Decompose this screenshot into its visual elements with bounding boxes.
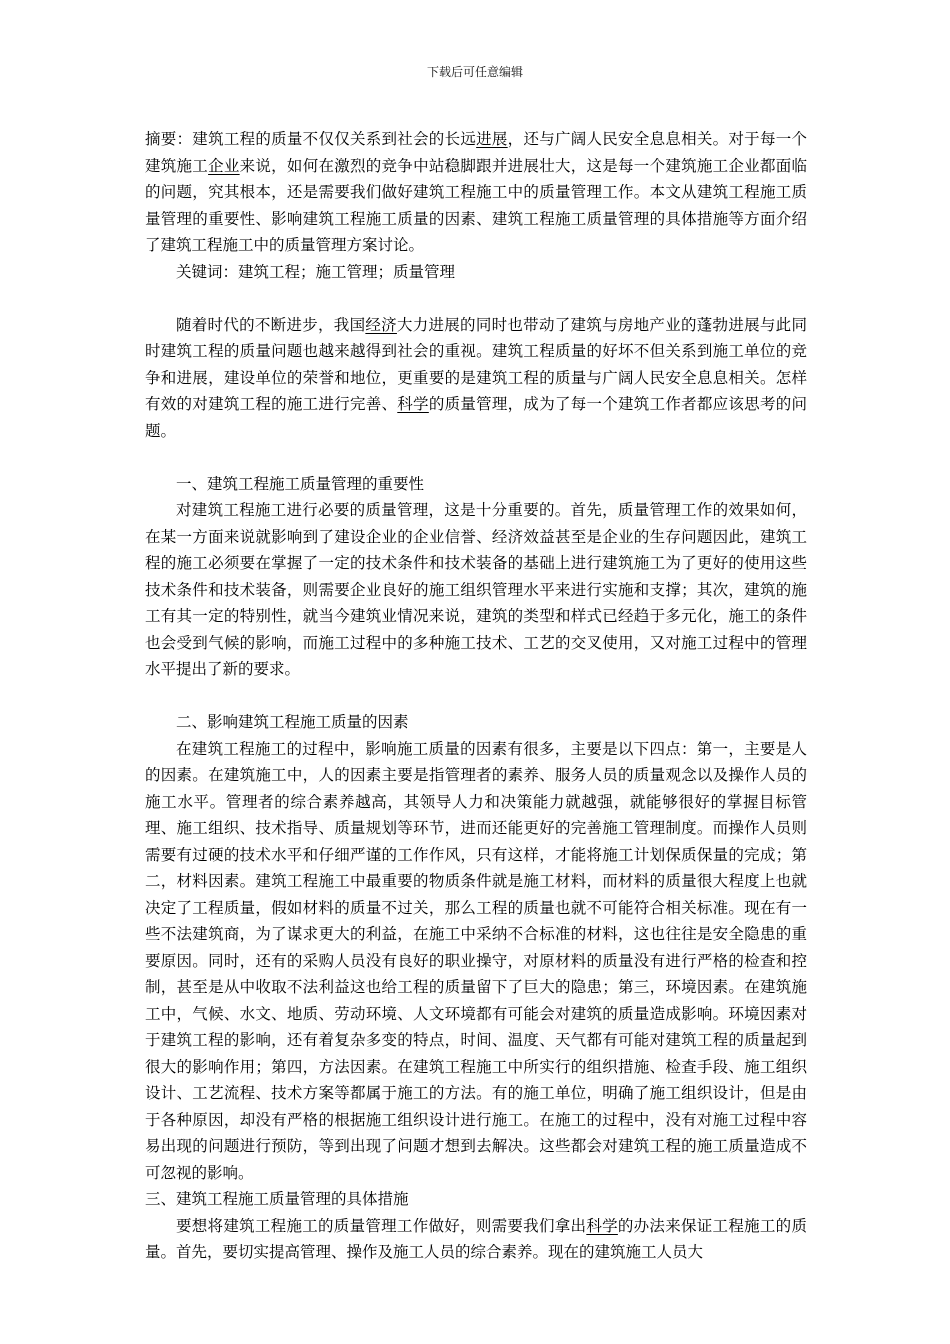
abstract-text: 来说，如何在激烈的竞争中站稳脚跟并进展壮大，这是每一个建筑施工企业都面临的问题，究其根本，还是需要我们做好建筑工程施工中的质量管理工作。本文从建筑工程施工质量管理的重要性、影响建筑工程施工质量的因素、建筑工程施工质量管理的具体措施等方面介绍了建筑工程施工中的质量管理方案讨论。 (145, 156, 807, 254)
link-economy[interactable]: 经济 (365, 315, 397, 334)
section-2-heading: 二、影响建筑工程施工质量的因素 (176, 713, 409, 731)
link-enterprise[interactable]: 企业 (208, 156, 240, 175)
section-1-heading: 一、建筑工程施工质量管理的重要性 (176, 474, 425, 493)
section-1-body: 对建筑工程施工进行必要的质量管理，这是十分重要的。首先，质量管理工作的效果如何，在某一方面来说就影响到了建设企业的企业信誉、经济效益甚至是企业的生存问题因此，建筑工程的施工必须要在掌握了一定的技术条件和技术装备的基础上进行建筑施工为了更好的使用这些技术条件和技术装备，则需要企业良好的施工组织管理水平来进行实施和支撑；其次，建筑的施工有其一定的特别性，就当今建筑业情况来说，建筑的类型和样式已经趋于多元化，施工的条件也会受到气候的影响，而施工过程中的多种施工技术、工艺的交叉使用，又对施工过程中的管理水平提出了新的要求。 (145, 501, 807, 678)
link-progress[interactable]: 进展 (476, 130, 508, 148)
section-3-heading: 三、建筑工程施工质量管理的具体措施 (145, 1190, 409, 1208)
section-3-text: 的办法来保证工程施工的质量。首先，要切实提高管理、操作及施工人员的综合素养。现在的建筑施工人员大 (145, 1216, 807, 1261)
intro-text: 大力进展的同时也带动了建筑与房地产业的蓬勃进展与此同时建筑工程的质量问题也越来越得到社会的重视。建筑工程质量的好坏不但关系到施工单位的竞争和进展，建设单位的荣誉和地位，更重要的是建筑工程的质量与广阔人民安全息息相关。怎样有效的对建筑工程的施工进行完善、 (145, 315, 807, 413)
page-header: 下载后可任意编辑 (426, 65, 523, 79)
intro-text: 的质量管理，成为了每一个建筑工作者都应该思考的问题。 (145, 395, 807, 440)
intro-paragraph (145, 312, 807, 445)
abstract-text: ，还与广阔人民安全息息相关。对于每一个建筑施工 (145, 130, 807, 175)
link-science-2[interactable]: 科学 (586, 1216, 618, 1235)
link-science[interactable]: 科学 (397, 395, 429, 413)
section-2-body: 在建筑工程施工的过程中，影响施工质量的因素有很多，主要是以下四点：第一，主要是人的因素。在建筑施工中，人的因素主要是指管理者的素养、服务人员的质量观念以及操作人员的施工水平。管理者的综合素养越高，其领导人力和决策能力就越强，就能够很好的掌握目标管理、施工组织、技术指导、质量规划等环节，进而还能更好的完善施工管理制度。而操作人员则需要有过硬的技术水平和仔细严谨的工作作风，只有这样，才能将施工计划保质保量的完成；第二，材料因素。建筑工程施工中最重要的物质条件就是施工材料，而材料的质量很大程度上也就决定了工程质量，假如材料的质量不过关，那么工程的质量也就不可能符合相关标准。现在有一些不法建筑商，为了谋求更大的利益，在施工中采纳不合标准的材料，这也往往是安全隐患的重要原因。同时，还有的采购人员没有良好的职业操守，对原材料的质量没有进行严格的检查和控制，甚至是从中收取不法利益这也给工程的质量留下了巨大的隐患；第三，环境因素。在建筑施工中，气候、水文、地质、劳动环境、人文环境都有可能会对建筑的质量造成影响。环境因素对于建筑工程的影响，还有着复杂多变的特点，时间、温度、天气都有可能对建筑工程的质量起到很大的影响作用；第四，方法因素。在建筑工程施工中所实行的组织措施、检查手段、施工组织设计、工艺流程、技术方案等都属于施工的方法。有的施工单位，明确了施工组织设计，但是由于各种原因，却没有严格的根据施工组织设计进行施工。在施工的过程中，没有对施工过程中容易出现的问题进行预防，等到出现了问题才想到去解决。这些都会对建筑工程的施工质量造成不可忽视的影响。 (145, 739, 807, 1182)
section-3-text: 要想将建筑工程施工的质量管理工作做好，则需要我们拿出 (176, 1216, 587, 1235)
section-3-body (145, 1213, 807, 1266)
abstract-text: 摘要：建筑工程的质量不仅仅关系到社会的长远 (145, 130, 477, 148)
keywords-line: 关键词：建筑工程；施工管理；质量管理 (176, 262, 456, 281)
document-body (145, 126, 807, 1266)
intro-text: 随着时代的不断进步，我国 (176, 315, 366, 334)
abstract-paragraph (145, 126, 807, 259)
